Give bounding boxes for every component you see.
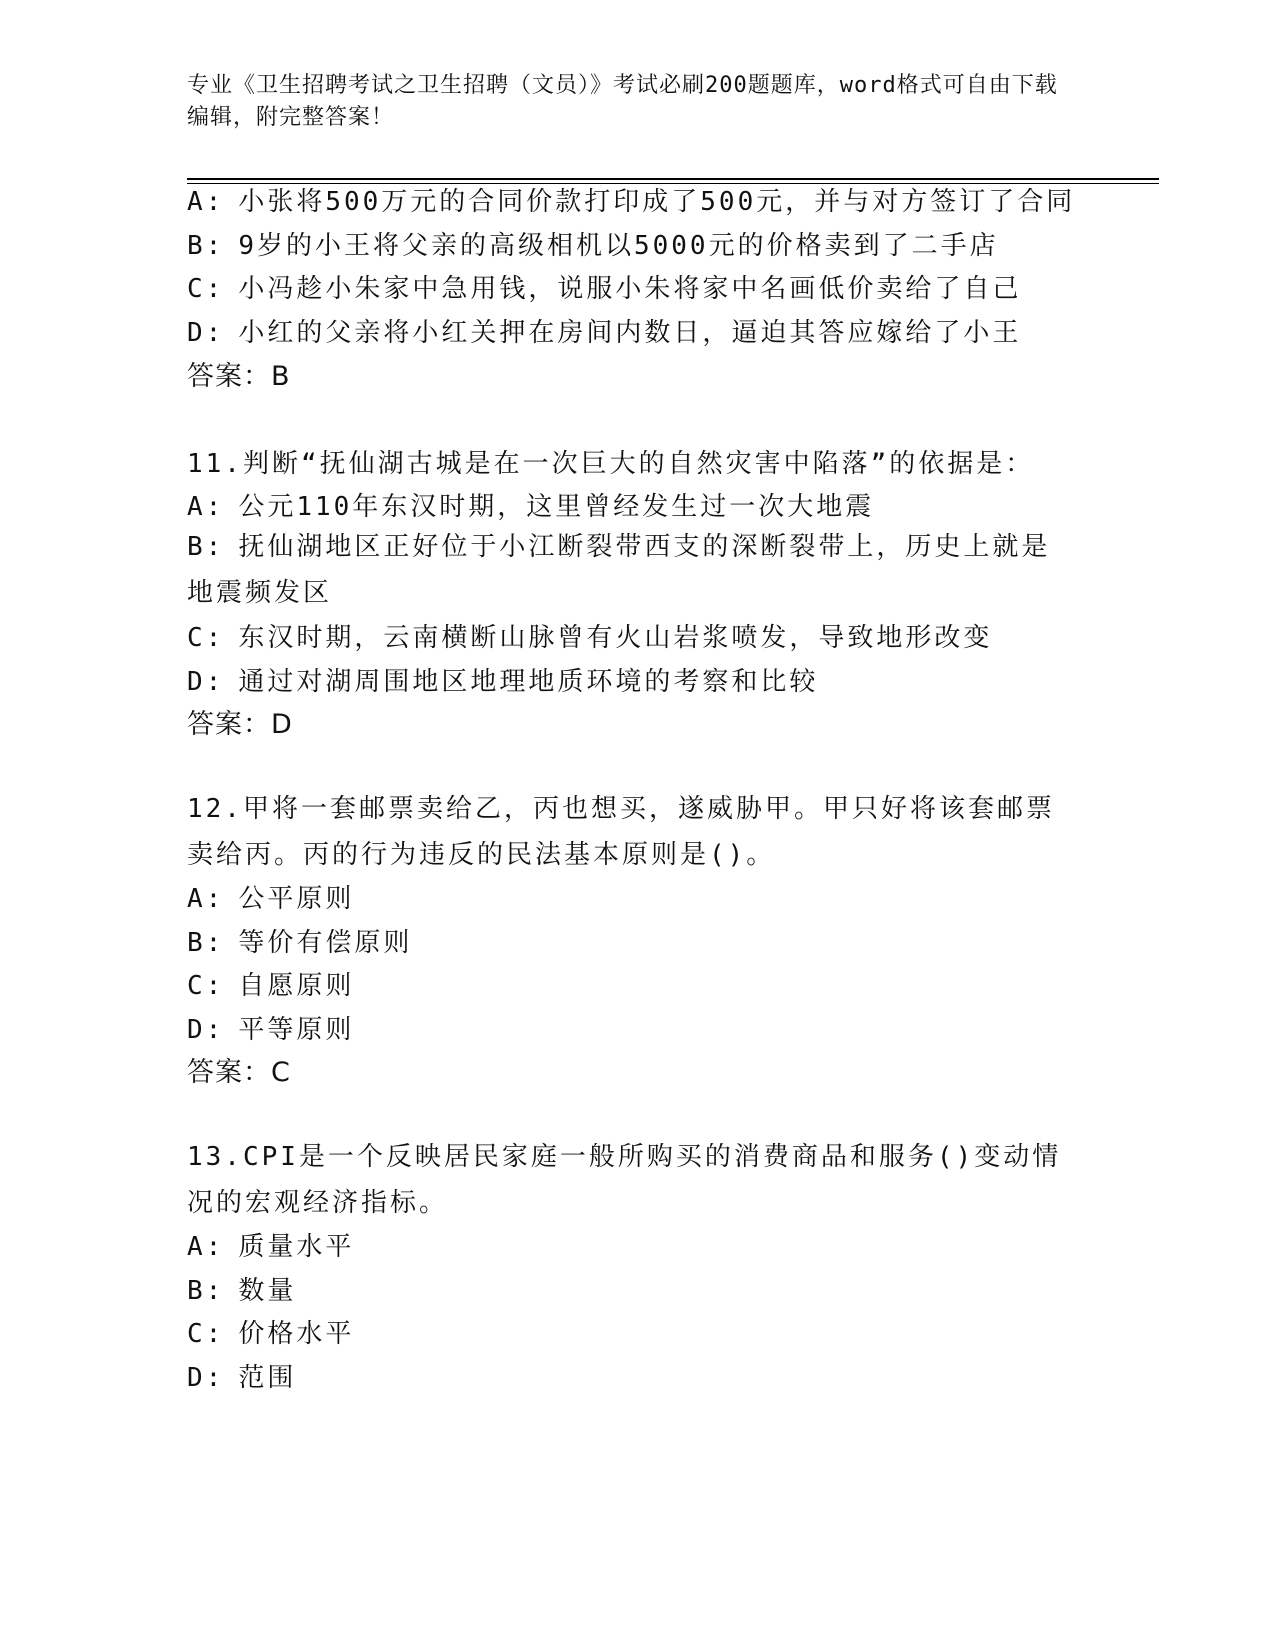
option-letter: C: (187, 971, 225, 1001)
document-title: 专业《卫生招聘考试之卫生招聘（文员）》考试必刷200题题库，word格式可自由下载编辑，附完整答案！ (187, 73, 1058, 130)
option-d (187, 665, 1087, 699)
option-a (187, 882, 1087, 916)
answer-label: 答案：D (187, 709, 293, 740)
option-letter: A: (187, 492, 225, 522)
option-letter: B: (187, 532, 225, 562)
option-letter: D: (187, 1015, 225, 1045)
answer-label: 答案：C (187, 1057, 291, 1088)
option-text: 9岁的小王将父亲的高级相机以5000元的价格卖到了二手店 (238, 231, 999, 261)
option-a (187, 185, 1087, 219)
header-rule-thick (187, 178, 1159, 180)
option-letter: A: (187, 884, 225, 914)
option-text: 质量水平 (238, 1232, 355, 1262)
option-text: 范围 (238, 1363, 297, 1393)
question-stem: 13.CPI是一个反映居民家庭一般所购买的消费商品和服务()变动情况的宏观经济指标。 (187, 1142, 1062, 1218)
option-letter: D: (187, 1363, 225, 1393)
option-letter: B: (187, 928, 225, 958)
option-c (187, 272, 1087, 306)
option-letter: A: (187, 1232, 225, 1262)
option-letter: D: (187, 667, 225, 697)
option-a (187, 490, 1087, 524)
option-c (187, 969, 1087, 1003)
option-d (187, 1013, 1087, 1047)
header-rule-thin (187, 183, 1159, 184)
option-c (187, 621, 1087, 655)
option-text: 自愿原则 (238, 971, 355, 1001)
option-letter: D: (187, 318, 225, 348)
option-text: 东汉时期，云南横断山脉曾有火山岩浆喷发，导致地形改变 (238, 623, 993, 653)
option-text: 数量 (238, 1276, 297, 1306)
option-text: 平等原则 (238, 1015, 355, 1045)
option-text: 小冯趁小朱家中急用钱，说服小朱将家中名画低价卖给了自己 (238, 274, 1022, 304)
option-letter: C: (187, 274, 225, 304)
option-c (187, 1317, 1087, 1351)
question-stem: 11.判断“抚仙湖古城是在一次巨大的自然灾害中陷落”的依据是： (187, 449, 1035, 479)
option-b (187, 229, 1087, 263)
answer-label: 答案：B (187, 361, 291, 392)
option-text: 等价有偿原则 (238, 928, 413, 958)
option-d (187, 1361, 1087, 1395)
option-b (187, 1274, 1087, 1308)
option-letter: C: (187, 623, 225, 653)
option-letter: C: (187, 1319, 225, 1349)
question-stem: 12.甲将一套邮票卖给乙，丙也想买，遂威胁甲。甲只好将该套邮票卖给丙。丙的行为违反的民法基本原则是()。 (187, 794, 1055, 870)
option-letter: B: (187, 1276, 225, 1306)
option-text: 抚仙湖地区正好位于小江断裂带西支的深断裂带上，历史上就是地震频发区 (187, 532, 1051, 608)
option-a (187, 1230, 1087, 1264)
option-text: 公平原则 (238, 884, 355, 914)
option-d (187, 316, 1087, 350)
option-text: 小红的父亲将小红关押在房间内数日，逼迫其答应嫁给了小王 (238, 318, 1022, 348)
option-text: 公元110年东汉时期，这里曾经发生过一次大地震 (238, 492, 875, 522)
option-text: 通过对湖周围地区地理地质环境的考察和比较 (238, 667, 819, 697)
option-letter: A: (187, 187, 225, 217)
option-letter: B: (187, 231, 225, 261)
option-text: 价格水平 (238, 1319, 355, 1349)
option-b (187, 524, 1077, 616)
option-b (187, 926, 1087, 960)
option-text: 小张将500万元的合同价款打印成了500元，并与对方签订了合同 (238, 187, 1076, 217)
